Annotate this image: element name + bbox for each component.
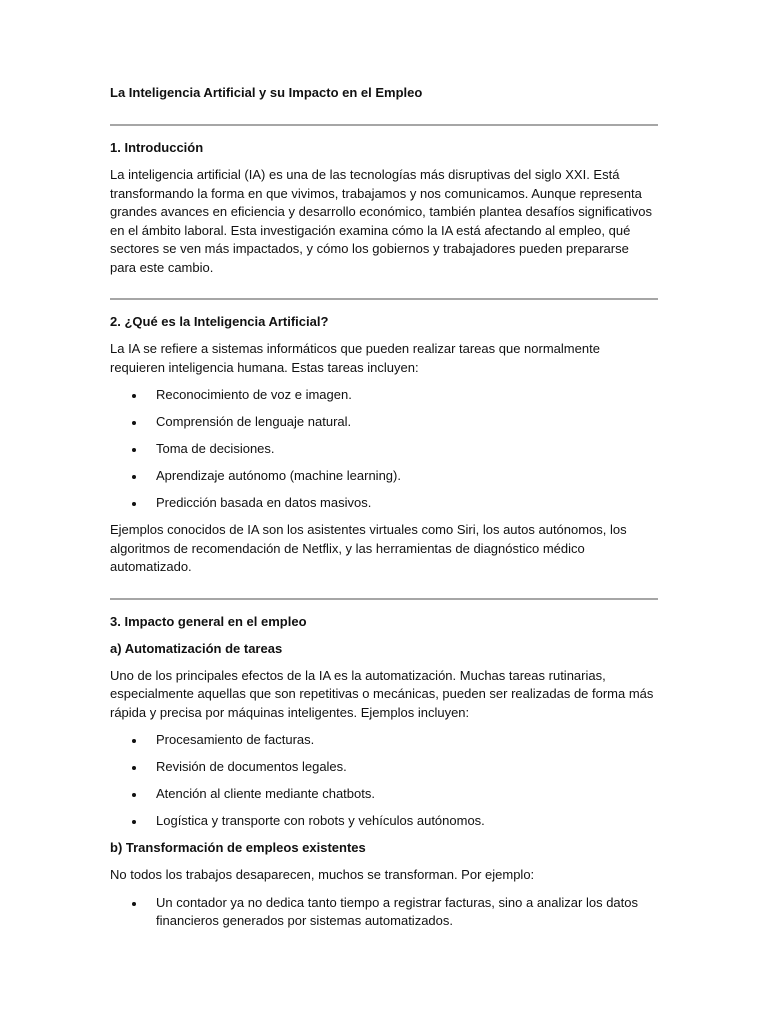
list-item bbox=[110, 894, 658, 931]
list-item-text: Procesamiento de facturas. bbox=[156, 732, 315, 747]
bullet-icon bbox=[132, 394, 136, 398]
list-item bbox=[110, 785, 658, 804]
bullet-icon bbox=[132, 475, 136, 479]
bullet-icon bbox=[132, 820, 136, 824]
section-heading-introduccion: 1. Introducción bbox=[110, 140, 204, 155]
bullet-icon bbox=[132, 766, 136, 770]
list-item bbox=[110, 413, 658, 432]
list-item-text: Predicción basada en datos masivos. bbox=[156, 495, 372, 510]
bullet-icon bbox=[132, 421, 136, 425]
document-title: La Inteligencia Artificial y su Impacto en el Empleo bbox=[110, 85, 423, 100]
automation-paragraph: Uno de los principales efectos de la IA es la automatización. Muchas tareas rutinarias, especialmente aquellas que son repetitivas o mecánicas, pueden ser realizadas de forma más rápida y precisa por máquinas inteligentes. Ejemplos incluyen: bbox=[110, 667, 654, 720]
ai-tasks-list bbox=[110, 386, 658, 513]
list-item bbox=[110, 812, 658, 831]
bullet-icon bbox=[132, 502, 136, 506]
automation-examples-list bbox=[110, 731, 658, 831]
list-item-text: Logística y transporte con robots y vehículos autónomos. bbox=[156, 813, 485, 828]
bullet-icon bbox=[132, 902, 136, 906]
subsection-heading-automatizacion: a) Automatización de tareas bbox=[110, 640, 283, 656]
section-heading-que-es-ia: 2. ¿Qué es la Inteligencia Artificial? bbox=[110, 314, 329, 329]
list-item-text: Reconocimiento de voz e imagen. bbox=[156, 387, 352, 402]
bullet-icon bbox=[132, 448, 136, 452]
what-is-ai-paragraph: La IA se refiere a sistemas informáticos que pueden realizar tareas que normalmente requieren inteligencia humana. Estas tareas incluyen: bbox=[110, 341, 600, 375]
list-item bbox=[110, 758, 658, 777]
list-item-text: Comprensión de lenguaje natural. bbox=[156, 414, 352, 429]
list-item bbox=[110, 731, 658, 750]
transformation-examples-list bbox=[110, 894, 658, 931]
bullet-icon bbox=[132, 739, 136, 743]
list-item bbox=[110, 494, 658, 513]
section-divider bbox=[110, 124, 658, 126]
subsection-heading-transformacion: b) Transformación de empleos existentes bbox=[110, 840, 366, 855]
bullet-icon bbox=[132, 793, 136, 797]
list-item bbox=[110, 440, 658, 459]
list-item bbox=[110, 386, 658, 405]
intro-paragraph: La inteligencia artificial (IA) es una de las tecnologías más disruptivas del siglo XXI. Está transformando la forma en que vivimos, trabajamos y nos comunicamos. Aunque representa grandes avances en eficiencia y desarrollo económico, también plantea desafíos significativos en el ámbito laboral. Esta investigación examina cómo la IA está afectando al empleo, qué sectores se ven más impactados, y cómo los gobiernos y trabajadores pueden prepararse para este cambio. bbox=[110, 167, 652, 275]
list-item-text: Aprendizaje autónomo (machine learning). bbox=[156, 468, 401, 483]
list-item-text: Revisión de documentos legales. bbox=[156, 759, 347, 774]
section-divider bbox=[110, 298, 658, 300]
list-item-text: Toma de decisiones. bbox=[156, 441, 275, 456]
list-item-text: Atención al cliente mediante chatbots. bbox=[156, 786, 375, 801]
list-item bbox=[110, 467, 658, 486]
transformation-paragraph: No todos los trabajos desaparecen, muchos se transforman. Por ejemplo: bbox=[110, 867, 535, 882]
section-heading-impacto: 3. Impacto general en el empleo bbox=[110, 613, 307, 629]
list-item-text: Un contador ya no dedica tanto tiempo a registrar facturas, sino a analizar los datos financieros generados por sistemas automatizados. bbox=[156, 894, 638, 928]
section-divider bbox=[110, 598, 658, 600]
ai-examples-paragraph: Ejemplos conocidos de IA son los asistentes virtuales como Siri, los autos autónomos, los algoritmos de recomendación de Netflix, y las herramientas de diagnóstico médico automatizado. bbox=[110, 522, 627, 574]
